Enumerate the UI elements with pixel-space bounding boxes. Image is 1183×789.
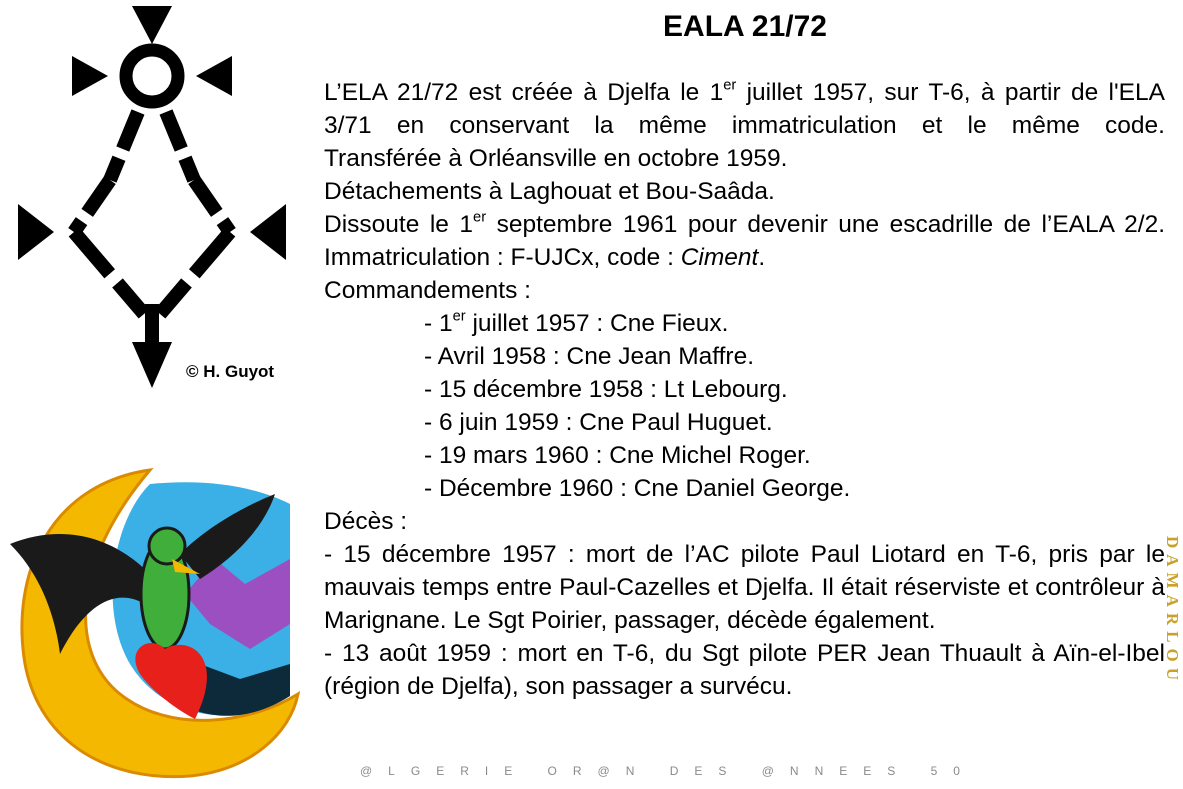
right-arrow	[196, 56, 232, 96]
deces-item: - 13 août 1959 : mort en T-6, du Sgt pilote PER Jean Thuault à Aïn-el-Ibel (région de Djelfa), son passager a survécu.	[324, 640, 1165, 700]
stem	[145, 304, 159, 344]
paragraph-dissolution: Dissoute le 1er septembre 1961 pour devenir une escadrille de l’EALA 2/2.	[324, 209, 1166, 238]
badge-heart	[135, 643, 207, 719]
left-arrow	[72, 56, 108, 96]
side-watermark: DAMARLOU	[1163, 536, 1182, 686]
commandement-item: - 19 mars 1960 : Cne Michel Roger.	[424, 442, 811, 469]
commandement-item: - 15 décembre 1958 : Lt Lebourg.	[424, 376, 788, 403]
commandement-item: - 1er juillet 1957 : Cne Fieux.	[424, 308, 729, 337]
top-ring	[126, 50, 178, 102]
squadron-badge	[0, 464, 300, 784]
copyright-text: © H. Guyot	[186, 362, 275, 381]
commandement-item: - Décembre 1960 : Cne Daniel George.	[424, 475, 851, 502]
cross-emblem-logo	[14, 4, 304, 394]
cross-diamond	[74, 112, 230, 314]
deces-label: Décès :	[324, 508, 408, 535]
diamond-right-arrow	[250, 204, 286, 260]
commandements-label: Commandements :	[324, 277, 531, 304]
paragraph-transfer: Transférée à Orléansville en octobre 1959.	[324, 145, 788, 172]
paragraph-registration: Immatriculation : F-UJCx, code : Ciment.	[324, 244, 766, 271]
paragraph-detachments: Détachements à Laghouat et Bou-Saâda.	[324, 178, 775, 205]
deces-item: - 15 décembre 1957 : mort de l’AC pilote Paul Liotard en T-6, pris par le mauvais temps entre Paul-Cazelles et Djelfa. Il était réserviste et contrôleur à Marignane. Le Sgt Poirier, passager, décède également.	[324, 541, 1165, 634]
document-body	[324, 76, 1165, 703]
bottom-arrow	[132, 342, 172, 388]
paragraph-creation: L’ELA 21/72 est créée à Djelfa le 1er juillet 1957, sur T-6, à partir de l'ELA 3/71 en conservant la même immatriculation et le même code.	[324, 77, 1165, 139]
diamond-left-arrow	[18, 204, 54, 260]
footer-watermark: @LGERIE OR@N DES @NNEES 50	[360, 764, 976, 778]
commandement-item: - Avril 1958 : Cne Jean Maffre.	[424, 343, 755, 370]
commandement-item: - 6 juin 1959 : Cne Paul Huguet.	[424, 409, 773, 436]
cross-top-ornament	[72, 6, 232, 102]
page-title: EALA 21/72	[663, 10, 827, 43]
top-arrow	[132, 6, 172, 44]
